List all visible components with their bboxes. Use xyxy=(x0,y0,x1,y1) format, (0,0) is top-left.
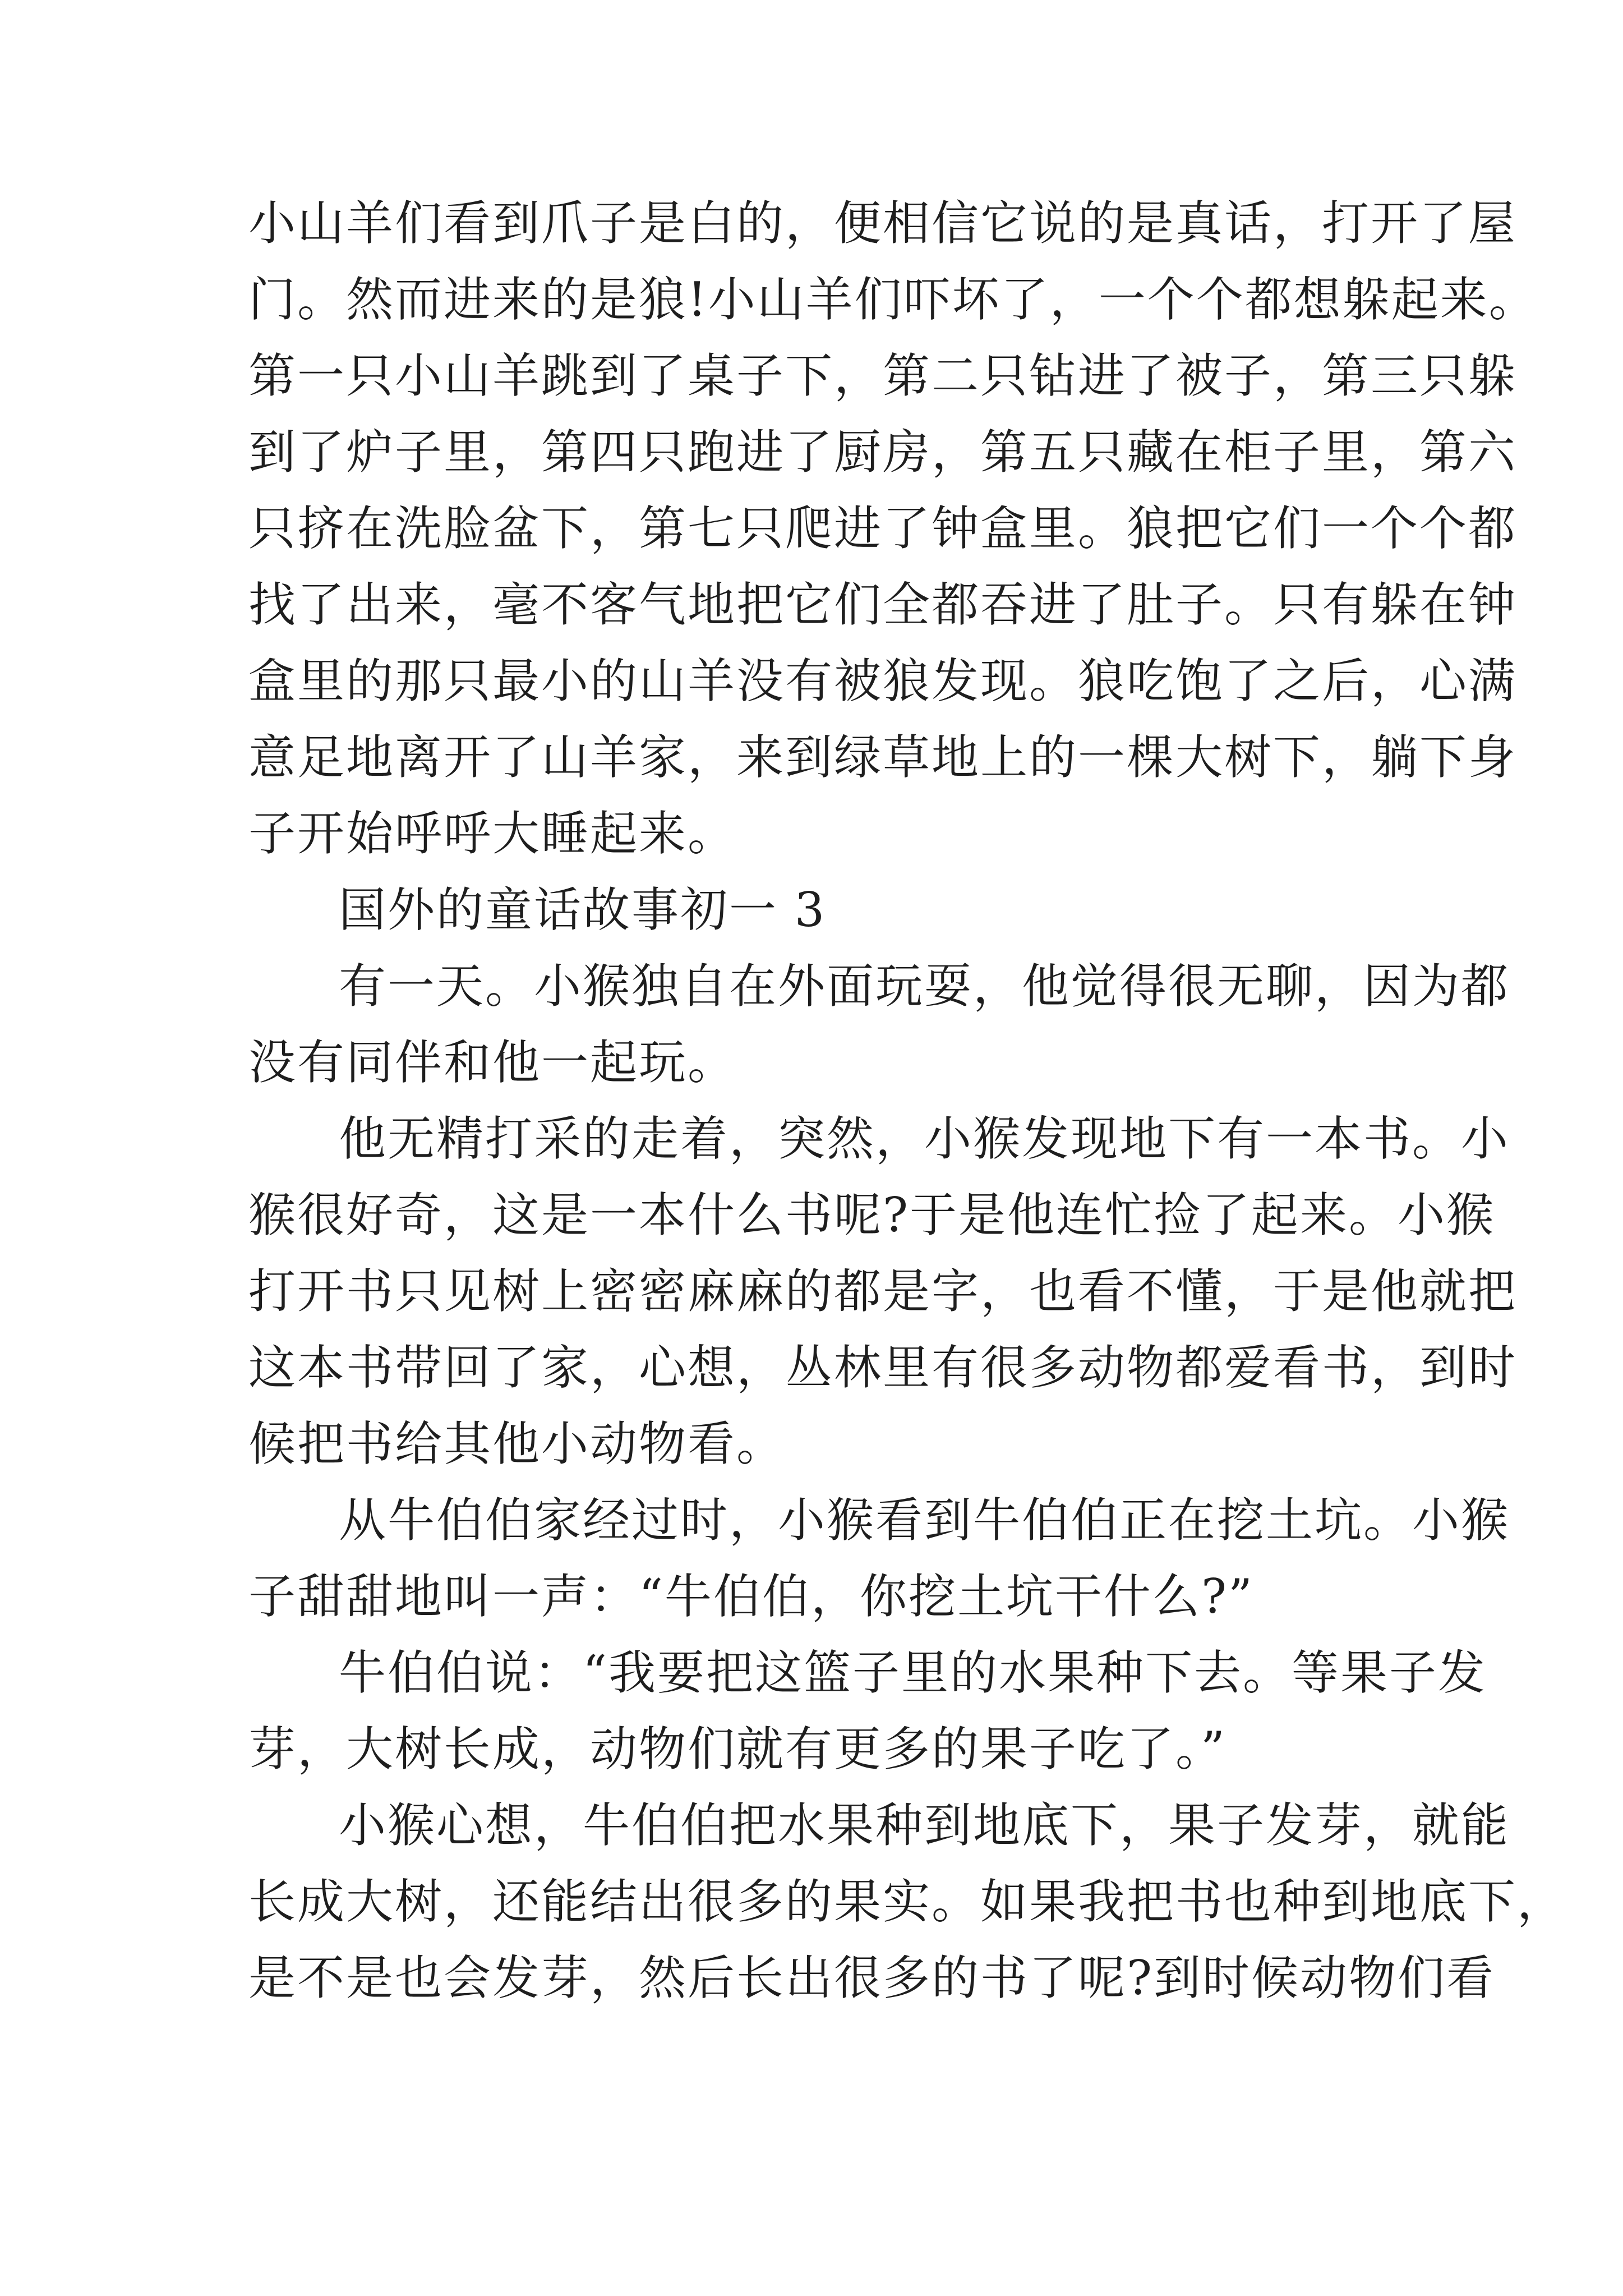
text-line: 第一只小山羊跳到了桌子下，第二只钻进了被子，第三只躲 xyxy=(248,348,1518,403)
text-line: 小猴心想，牛伯伯把水果种到地底下，果子发芽，就能 xyxy=(339,1798,1510,1853)
text-line: 从牛伯伯家经过时，小猴看到牛伯伯正在挖土坑。小猴 xyxy=(339,1493,1510,1548)
text-line: 长成大树，还能结出很多的果实。如果我把书也种到地底下， xyxy=(248,1874,1566,1929)
text-line: 子开始呼呼大睡起来。 xyxy=(248,806,737,861)
text-line: 这本书带回了家，心想，丛林里有很多动物都爱看书，到时 xyxy=(248,1340,1518,1395)
text-line: 子甜甜地叫一声：“牛伯伯，你挖土坑干什么?” xyxy=(248,1569,1254,1624)
text-line: 盒里的那只最小的山羊没有被狼发现。狼吃饱了之后，心满 xyxy=(248,654,1518,708)
text-line: 牛伯伯说：“我要把这篮子里的水果种下去。等果子发 xyxy=(339,1645,1487,1700)
text-line: 到了炉子里，第四只跑进了厨房，第五只藏在柜子里，第六 xyxy=(248,425,1518,480)
text-line: 门。然而进来的是狼!小山羊们吓坏了，一个个都想躲起来。 xyxy=(248,272,1538,327)
text-line: 是不是也会发芽，然后长出很多的书了呢?到时候动物们看 xyxy=(248,1950,1496,2005)
text-line: 打开书只见树上密密麻麻的都是字，也看不懂，于是他就把 xyxy=(248,1264,1518,1319)
text-line: 小山羊们看到爪子是白的，便相信它说的是真话，打开了屋 xyxy=(248,196,1518,251)
text-line: 候把书给其他小动物看。 xyxy=(248,1416,786,1471)
text-line: 只挤在洗脸盆下，第七只爬进了钟盒里。狼把它们一个个都 xyxy=(248,501,1518,556)
text-line: 有一天。小猴独自在外面玩耍，他觉得很无聊，因为都 xyxy=(339,959,1510,1014)
text-line: 找了出来，毫不客气地把它们全都吞进了肚子。只有躲在钟 xyxy=(248,577,1518,632)
text-line: 他无精打采的走着，突然，小猴发现地下有一本书。小 xyxy=(339,1111,1510,1166)
section-heading: 国外的童话故事初一 3 xyxy=(339,882,827,937)
text-line: 芽，大树长成，动物们就有更多的果子吃了。” xyxy=(248,1722,1227,1777)
text-line: 意足地离开了山羊家，来到绿草地上的一棵大树下，躺下身 xyxy=(248,730,1518,785)
text-line: 猴很好奇，这是一本什么书呢?于是他连忙捡了起来。小猴 xyxy=(248,1188,1496,1243)
text-line: 没有同伴和他一起玩。 xyxy=(248,1035,737,1090)
